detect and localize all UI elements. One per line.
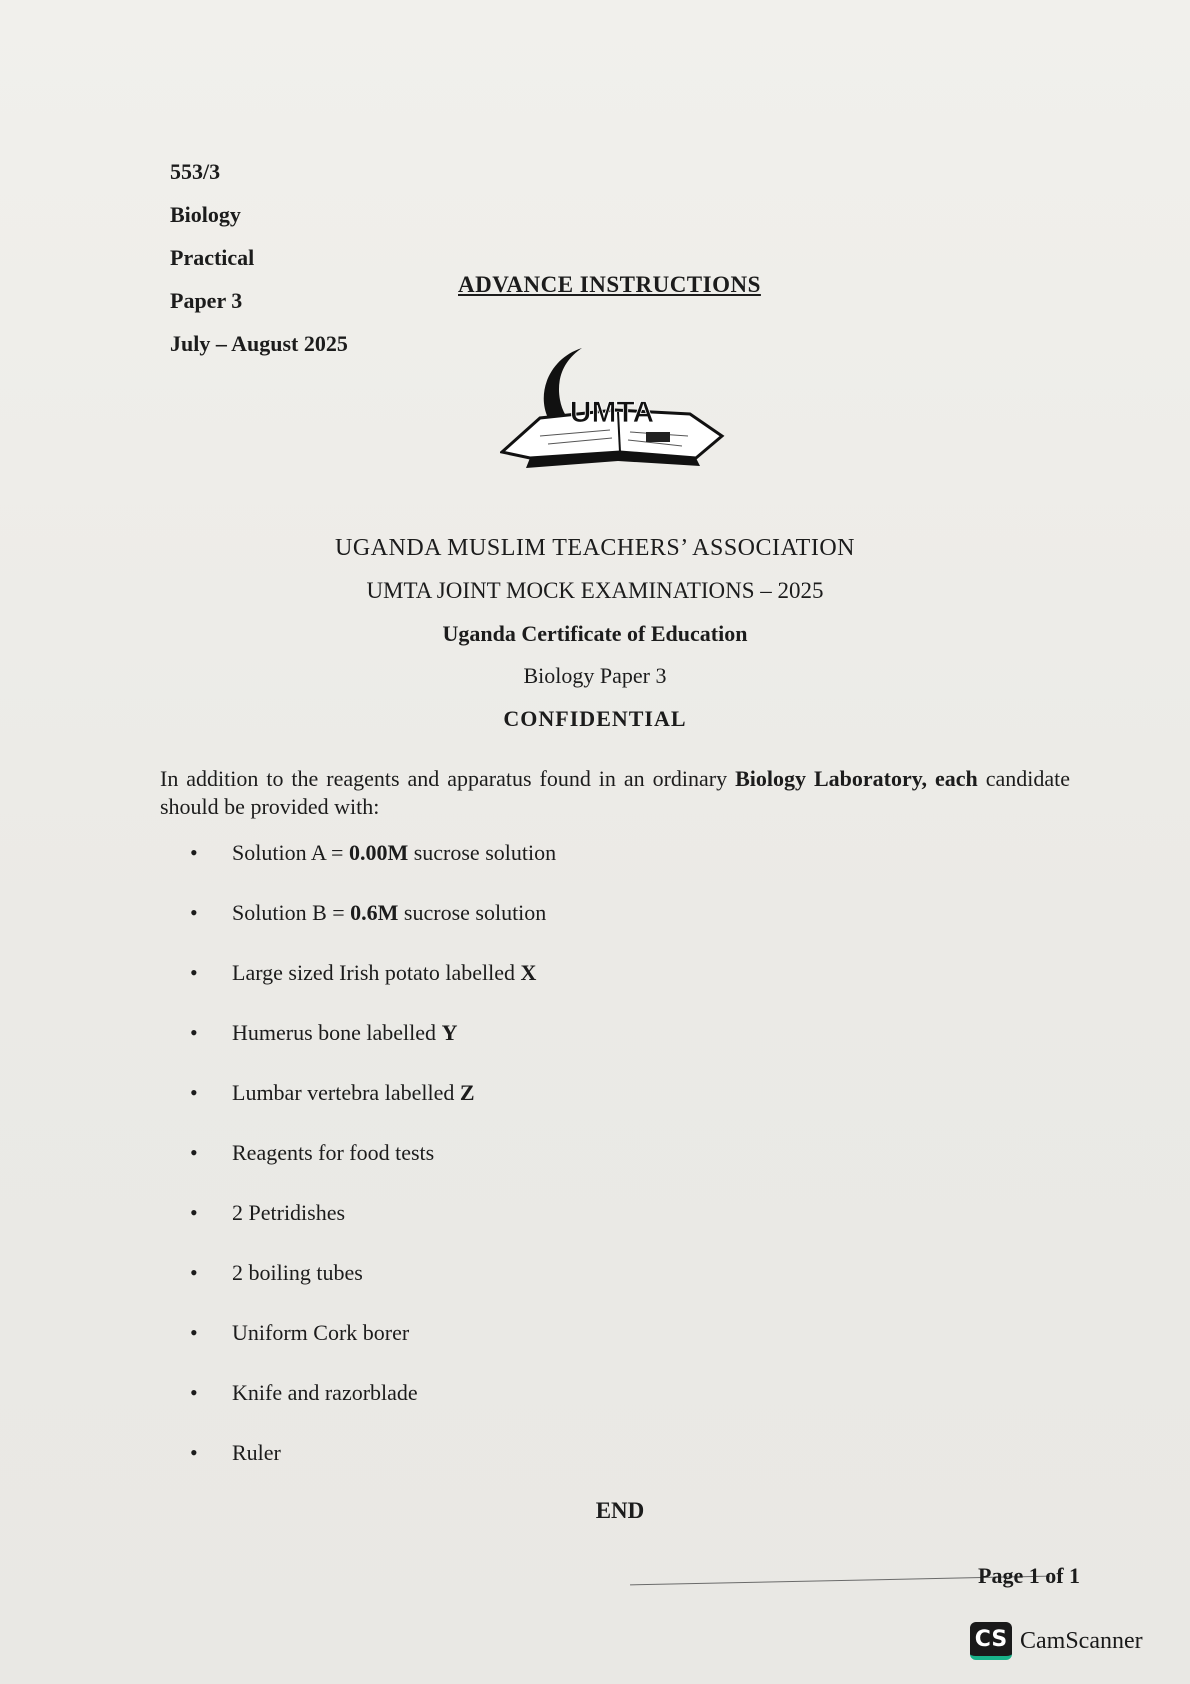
association-name: UGANDA MUSLIM TEACHERS’ ASSOCIATION xyxy=(335,535,855,561)
item-text: Lumbar vertebra labelled xyxy=(232,1080,460,1105)
camscanner-text: CamScanner xyxy=(1020,1627,1143,1654)
paper-code: 553/3 xyxy=(170,159,221,184)
item-text: Reagents for food tests xyxy=(232,1140,435,1165)
list-item xyxy=(190,1318,556,1378)
item-text: Ruler xyxy=(232,1440,281,1465)
intro-part1: In addition to the reagents and apparatus found in an ordinary xyxy=(160,766,736,791)
paper-number: Paper 3 xyxy=(170,288,243,313)
item-text: Solution A = xyxy=(232,840,349,865)
paper-meta xyxy=(170,150,348,365)
item-bold: Z xyxy=(459,1080,475,1105)
item-bold: 0.00M xyxy=(348,840,409,865)
list-item xyxy=(190,1138,556,1198)
confidential-label: CONFIDENTIAL xyxy=(503,706,687,731)
list-item xyxy=(190,1198,556,1258)
intro-part2: candidate should be provided with: xyxy=(160,766,1070,819)
list-item xyxy=(190,898,556,958)
item-suffix: sucrose solution xyxy=(408,840,557,865)
paper-title: Biology Paper 3 xyxy=(523,663,667,688)
item-bold: X xyxy=(520,960,537,985)
item-text: Humerus bone labelled xyxy=(232,1020,442,1045)
certificate-title: Uganda Certificate of Education xyxy=(442,621,748,646)
end-label: END xyxy=(595,1498,645,1523)
item-text: 2 Petridishes xyxy=(232,1200,346,1225)
list-item xyxy=(190,1258,556,1318)
item-text: Knife and razorblade xyxy=(232,1380,418,1405)
item-text: Solution B = xyxy=(232,900,351,925)
list-item xyxy=(190,1378,556,1438)
exam-title: UMTA JOINT MOCK EXAMINATIONS – 2025 xyxy=(366,578,824,603)
crescent-book-logo-icon xyxy=(500,340,730,475)
item-text: 2 boiling tubes xyxy=(232,1260,363,1285)
list-item xyxy=(190,838,556,898)
requirements-list xyxy=(190,838,556,1498)
list-item xyxy=(190,958,556,1018)
item-bold: 0.6M xyxy=(350,900,399,925)
paper-date: July – August 2025 xyxy=(170,331,348,356)
intro-paragraph xyxy=(160,765,1070,821)
camscanner-watermark xyxy=(970,1622,1143,1660)
page-number: Page 1 of 1 xyxy=(978,1563,1081,1588)
list-item xyxy=(190,1018,556,1078)
logo-text: UMTA xyxy=(569,396,655,429)
item-text: Uniform Cork borer xyxy=(232,1320,410,1345)
item-bold: Y xyxy=(441,1020,458,1045)
paper-subject: Biology xyxy=(170,202,241,227)
item-text: Large sized Irish potato labelled xyxy=(232,960,521,985)
paper-type: Practical xyxy=(170,245,255,270)
list-item xyxy=(190,1438,556,1498)
advance-instructions-title: ADVANCE INSTRUCTIONS xyxy=(458,272,761,297)
camscanner-icon: CS xyxy=(970,1622,1012,1660)
intro-bold: Biology Laboratory, each xyxy=(735,766,978,791)
list-item xyxy=(190,1078,556,1138)
item-suffix: sucrose solution xyxy=(398,900,547,925)
